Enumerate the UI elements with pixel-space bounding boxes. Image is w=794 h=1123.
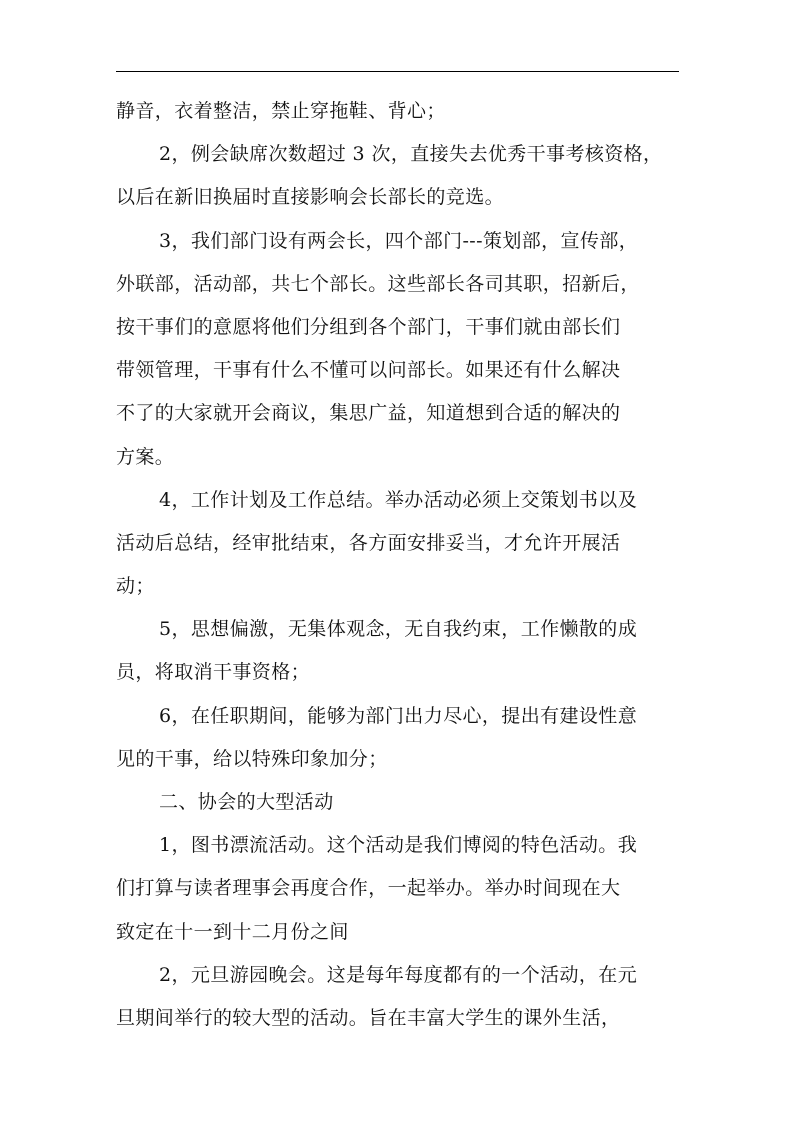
text-line: 外联部，活动部，共七个部长。这些部长各司其职，招新后，	[116, 272, 640, 295]
text-line: 致定在十一到十二月份之间	[116, 920, 349, 943]
text-line: 方案。	[116, 445, 175, 468]
text-line: 见的干事，给以特殊印象加分；	[116, 747, 388, 770]
text-line: 们打算与读者理事会再度合作，一起举办。举办时间现在大	[116, 877, 621, 900]
text-line: 活动后总结，经审批结束，各方面安排妥当，才允许开展活	[116, 531, 621, 554]
text-line: 静音，衣着整洁，禁止穿拖鞋、背心；	[116, 100, 446, 122]
text-line: 2，元旦游园晚会。这是每年每度都有的一个活动，在元	[159, 963, 638, 986]
text-line: 6，在任职期间，能够为部门出力尽心，提出有建设性意	[159, 704, 638, 727]
text-line: 动；	[116, 575, 155, 598]
header-rule	[116, 71, 679, 72]
text-line: 4，工作计划及工作总结。举办活动必须上交策划书以及	[159, 488, 638, 511]
text-line: 5，思想偏激，无集体观念，无自我约束，工作懒散的成	[159, 618, 638, 641]
document-body	[116, 90, 682, 1040]
text-line: 按干事们的意愿将他们分组到各个部门，干事们就由部长们	[116, 315, 621, 338]
text-line: 不了的大家就开会商议，集思广益，知道想到合适的解决的	[116, 402, 621, 425]
text-line: 1，图书漂流活动。这个活动是我们博阅的特色活动。我	[159, 834, 638, 857]
text-line: 以后在新旧换届时直接影响会长部长的竞选。	[116, 186, 505, 209]
text-line: 旦期间举行的较大型的活动。旨在丰富大学生的课外生活，	[116, 1006, 621, 1029]
section-heading: 二、协会的大型活动	[159, 791, 334, 813]
text-line: 2，例会缺席次数超过 3 次，直接失去优秀干事考核资格，	[159, 143, 663, 166]
text-line: 3，我们部门设有两会长，四个部门---策划部，宣传部，	[159, 229, 639, 252]
text-line: 员，将取消干事资格；	[116, 661, 311, 684]
text-line: 带领管理，干事有什么不懂可以问部长。如果还有什么解决	[116, 359, 621, 382]
